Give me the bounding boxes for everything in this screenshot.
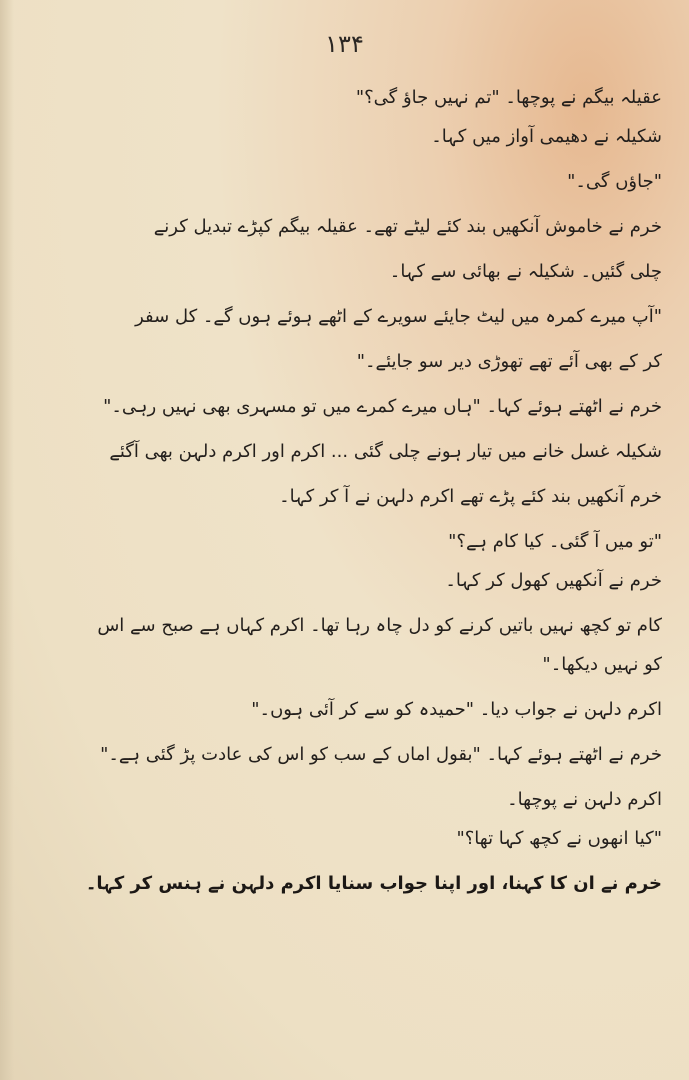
- text-line: خرم نے اٹھتے ہوئے کہا۔ "ہاں میرے کمرے میں تو مسہری بھی نہیں رہی۔": [103, 396, 662, 417]
- text-line: خرم نے آنکھیں کھول کر کہا۔: [445, 570, 662, 591]
- text-line: شکیلہ غسل خانے میں تیار ہونے چلی گئی ... اکرم اور اکرم دلہن بھی آگئے: [109, 441, 662, 462]
- text-line: خرم نے اٹھتے ہوئے کہا۔ "بقول اماں کے سب کو اس کی عادت پڑ گئی ہے۔": [100, 744, 662, 765]
- text-line: "تو میں آ گئی۔ کیا کام ہے؟": [448, 531, 662, 552]
- text-line: "آپ میرے کمرہ میں لیٹ جایئے سویرے کے اٹھے ہوئے ہوں گے۔ کل سفر: [135, 306, 662, 327]
- text-line: کو نہیں دیکھا۔": [542, 654, 662, 675]
- text-line: خرم آنکھیں بند کئے پڑے تھے اکرم دلہن نے آ کر کہا۔: [279, 486, 662, 507]
- text-line: کر کے بھی آئے تھے تھوڑی دیر سو جایئے۔": [356, 351, 662, 372]
- text-line: شکیلہ نے دھیمی آواز میں کہا۔: [431, 126, 662, 147]
- text-line: اکرم دلہن نے پوچھا۔: [507, 789, 662, 810]
- text-line: اکرم دلہن نے جواب دیا۔ "حمیدہ کو سے کر آئی ہوں۔": [251, 699, 662, 720]
- text-body: [22, 78, 662, 903]
- text-line: خرم نے خاموش آنکھیں بند کئے لیٹے تھے۔ عقیلہ بیگم کپڑے تبدیل کرنے: [153, 216, 662, 237]
- text-line: عقیلہ بیگم نے پوچھا۔ "تم نہیں جاؤ گی؟": [355, 87, 662, 108]
- text-line: کام تو کچھ نہیں باتیں کرنے کو دل چاہ رہا تھا۔ اکرم کہاں ہے صبح سے اس: [97, 615, 662, 636]
- text-line: "کیا انھوں نے کچھ کہا تھا؟": [456, 828, 662, 849]
- text-line: چلی گئیں۔ شکیلہ نے بھائی سے کہا۔: [389, 261, 662, 282]
- text-line: خرم نے ان کا کہنا، اور اپنا جواب سنایا اکرم دلہن نے ہنس کر کہا۔: [85, 873, 662, 894]
- text-line: "جاؤں گی۔": [567, 171, 662, 192]
- page-number: ۱۳۴: [325, 30, 364, 58]
